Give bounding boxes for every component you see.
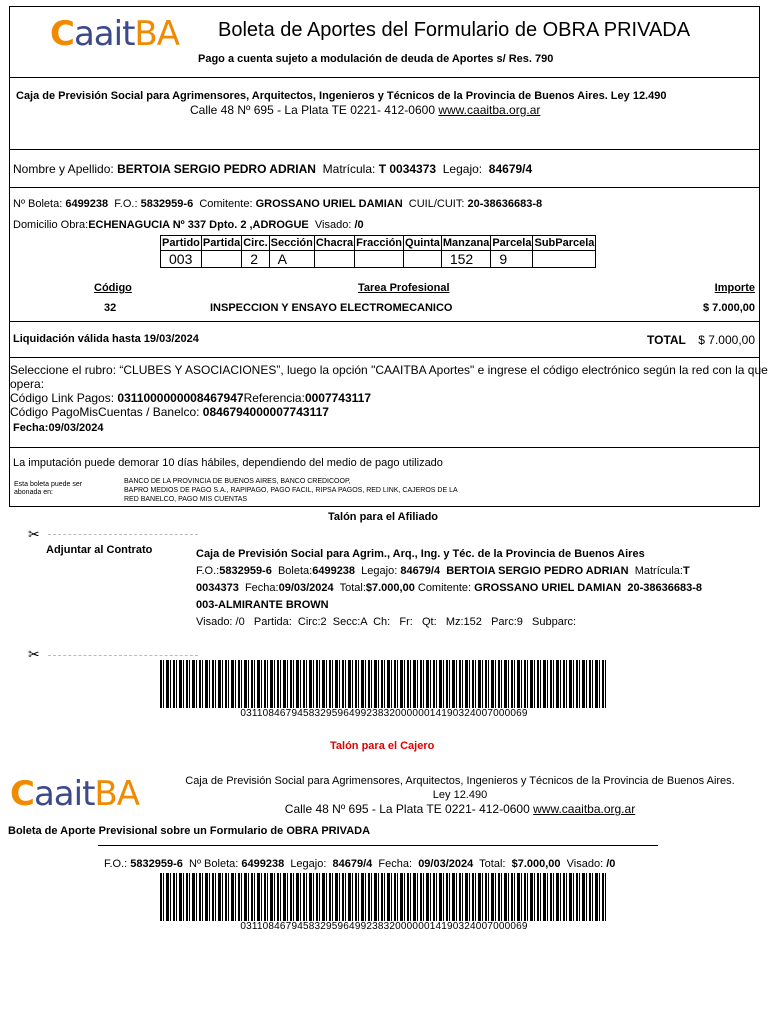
cajero-divider [98,845,658,846]
barcode-afiliado [160,660,608,708]
catastro-value: A [269,251,314,268]
cajero-org-address: Calle 48 Nº 695 - La Plata TE 0221- 412-0600 www.caaitba.org.ar [284,802,636,816]
boleta-line: Nº Boleta: 6499238 F.O.: 5832959-6 Comitente: GROSSANO URIEL DAMIAN CUIL/CUIT: 20-38636683-8 [13,198,543,210]
referencia-code: 0007743117 [304,391,372,405]
caaitba-logo-cajero: CaaitBA [10,774,139,814]
catastro-values-row [161,251,596,268]
boleta-comitente: GROSSANO URIEL DAMIAN [255,198,403,210]
caaitba-logo: CaaitBA [50,14,179,54]
barcode-cajero-number: 03110846794583295964992383200000014190324007000069 [240,921,528,932]
org-address: Calle 48 Nº 695 - La Plata TE 0221- 412-0600 www.caaitba.org.ar [190,103,541,117]
pago-instruction: Seleccione el rubro: “CLUBES Y ASOCIACIONES”, luego la opción "CAAITBA Aportes" e ingrese el código electrónico según la red con la que [10,363,768,377]
liquidacion-text: Liquidación válida hasta 19/03/2024 [13,333,199,345]
document-title: Boleta de Aportes del Formulario de OBRA PRIVADA [218,19,691,41]
domicilio-line: Domicilio Obra:ECHENAGUCIA Nº 337 Dpto. 2 ,ADROGUE Visado: /0 [13,219,364,231]
tarea-importe: $ 7.000,00 [703,302,755,314]
org-name: Caja de Previsión Social para Agrimensores, Arquitectos, Ingenieros y Técnicos de la Provincia de Buenos Aires. Ley 12.490 [16,90,667,102]
boleta-cuit: 20-38636683-8 [467,198,543,210]
talon-line-3: 0034373 Fecha:09/03/2024 Total:$7.000,00 Comitente: GROSSANO URIEL DAMIAN 20-38636683-8 [196,582,702,594]
catastro-header: Quinta [405,237,440,249]
catastro-value [404,251,442,268]
catastro-header: Partida [202,237,241,249]
document-subtitle: Pago a cuenta sujeto a modulación de deuda de Aportes s/ Res. 790 [198,53,554,65]
talon-afiliado-title: Talón para el Afiliado [328,511,439,523]
importe-header: Importe [714,282,755,294]
pago-fecha: Fecha:09/03/2024 [13,422,104,434]
catastro-header: Partido [162,237,200,249]
cut-line [48,534,198,535]
catastro-header: Circ. [243,237,268,249]
catastro-header: Sección [270,237,313,249]
catastro-value [314,251,354,268]
link-pagos-code: 0311000000008467947 [117,391,244,405]
imputacion-text: La imputación puede demorar 10 días hábiles, dependiendo del medio de pago utilizado [13,457,443,469]
pago-section [10,357,768,448]
medios-pago: BANCO DE LA PROVINCIA DE BUENOS AIRES, BANCO CREDICOOP, BAPRO MEDIOS DE PAGO S.A., RAPIPAGO, PAGO FACIL, RIPSA PAGOS, RED LINK, CAJEROS DE LA RED BANELCO, PAGO MIS CUENTAS [124,478,458,503]
cajero-org-block [160,774,760,816]
talon-org: Caja de Previsión Social para Agrim., Arq., Ing. y Téc. de la Provincia de Buenos Aires [196,548,645,560]
talon-visado-line: Visado: /0 Partida: Circ:2 Secc:A Ch: Fr: Qt: Mz:152 Parc:9 Subparc: [196,616,577,628]
barcode-cajero [160,873,608,921]
catastro-table [160,235,596,268]
abonada-label: Esta boleta puede ser abonada en: [14,481,83,496]
catastro-header: Fracción [356,237,403,249]
catastro-value: 152 [441,251,490,268]
scissors-icon: ✂ [28,646,40,662]
org-section [10,77,759,150]
boleta-section [10,187,759,322]
org-website-link[interactable]: www.caaitba.org.ar [438,103,541,117]
person-line: Nombre y Apellido: BERTOIA SERGIO PEDRO ADRIAN Matrícula: T 0034373 Legajo: 84679/4 [13,162,533,176]
person-matricula: T 0034373 [378,162,437,176]
catastro-value: 9 [491,251,533,268]
total-value: $ 7.000,00 [698,333,755,347]
imputacion-section [10,447,759,507]
boleta-fo: 5832959-6 [140,198,194,210]
boleta-frame [9,6,768,507]
person-legajo: 84679/4 [488,162,533,176]
catastro-header: SubParcela [534,237,595,249]
talon-cajero-title: Talón para el Cajero [330,740,435,752]
catastro-header-row [161,236,596,251]
person-section [10,149,759,188]
catastro-value [201,251,241,268]
talon-line-2: F.O.:5832959-6 Boleta:6499238 Legajo: 84679/4 BERTOIA SERGIO PEDRO ADRIAN Matrícula:T [196,565,690,577]
cajero-org-name: Caja de Previsión Social para Agrimensores, Arquitectos, Ingenieros y Técnicos de la Provincia de Buenos Aires. [185,775,735,787]
visado-value: /0 [354,219,364,231]
cajero-website-link[interactable]: www.caaitba.org.ar [533,802,636,816]
liquidacion-section [10,321,759,358]
pmc-line: Código PagoMisCuentas / Banelco: 0846794000007743117 [10,405,329,419]
boleta-number: 6499238 [65,198,109,210]
adjuntar-contrato-label: Adjuntar al Contrato [46,544,153,556]
catastro-value: 003 [161,251,202,268]
talon-partido: 003-ALMIRANTE BROWN [196,599,329,611]
cut-line [48,655,198,656]
total-label: TOTAL [647,333,686,347]
tarea-descripcion: INSPECCION Y ENSAYO ELECTROMECANICO [210,302,453,314]
cajero-subtitle: Boleta de Aporte Previsional sobre un Formulario de OBRA PRIVADA [8,825,371,837]
tarea-header: Tarea Profesional [358,282,450,294]
barcode-afiliado-number: 03110846794583295964992383200000014190324007000069 [240,708,528,719]
scissors-icon: ✂ [28,526,40,542]
catastro-value [533,251,596,268]
codigo-header: Código [94,282,132,294]
domicilio-obra: ECHENAGUCIA Nº 337 Dpto. 2 ,ADROGUE [88,219,309,231]
cajero-org-law: Ley 12.490 [432,789,488,801]
talon-afiliado-details [196,546,756,631]
header-section [10,7,759,78]
pmc-code: 0846794000007743117 [202,405,329,419]
cajero-info-line: F.O.: 5832959-6 Nº Boleta: 6499238 Legajo: 84679/4 Fecha: 09/03/2024 Total: $7.000,00 Visado: /0 [104,858,616,870]
person-name: BERTOIA SERGIO PEDRO ADRIAN [117,162,316,176]
pago-instruction-cont: opera: [10,377,45,391]
tarea-codigo: 32 [104,302,117,314]
catastro-header: Parcela [492,237,532,249]
catastro-value [355,251,404,268]
catastro-header: Manzana [442,237,490,249]
catastro-value: 2 [242,251,269,268]
link-pagos-line: Código Link Pagos: 0311000000008467947Referencia:0007743117 [10,391,372,405]
catastro-header: Chacra [315,237,354,249]
